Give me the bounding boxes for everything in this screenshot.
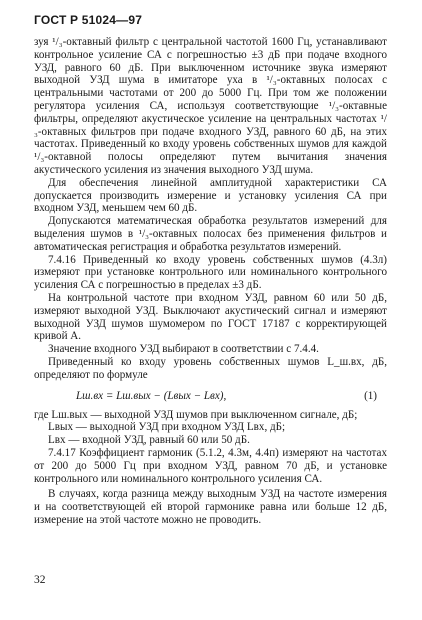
document-header: ГОСТ Р 51024—97 [34,13,143,27]
paragraph-7-4-17: 7.4.17 Коэффициент гармоник (5.1.2, 4.3м, 4.4п) измеряют на частотах от 200 до 5000 Гц при входном УЗД, равном 70 дБ, и установке контрольного или номинального контрольного усиления СА. [34,446,387,485]
paragraph-linear-response: Для обеспечения линейной амплитудной характеристики СА допускается производить измерение и установку усиления СА при входном УЗД, меньшем чем 60 дБ. [34,176,387,215]
legend-line: Lвх — входной УЗД, равный 60 или 50 дБ. [48,434,250,447]
formula-expression: Lш.вх = Lш.вых − (Lвых − Lвх), [76,389,227,402]
formula-legend [34,409,387,447]
paragraph-input-level: Значение входного УЗД выбирают в соответствии с 7.4.4. [48,343,319,356]
paragraph-filter-method: зуя ¹/₃-октавный фильтр с центральной частотой 1600 Гц, устанавливают контрольное усиление СА с погрешностью ±3 дБ при подаче входного УЗД, равного 60 дБ. При выключенном источнике звука измеряют выходной УЗД шума в имитаторе уха в ¹/₃-октавных полосах с центральными частотами от 200 до 5000 Гц. При том же положении регулятора усиления СА, используя соответствующие ¹/₃-октавные фильтры, определяют акустическое усиление на центральных частотах ¹/₃-октавных фильтров при подаче входного УЗД, равного 60 дБ, на этих частотах. Приведенный ко входу уровень собственных шумов для каждой ¹/₃-октавной полосы определяют путем вычитания значения акустического усиления из значения выходного УЗД шума. [34,36,387,176]
paragraph-control-frequency: На контрольной частоте при входном УЗД, равном 60 или 50 дБ, измеряют выходной УЗД. Выключают акустический сигнал и измеряют выходной УЗД шумов шумомером по ГОСТ 17187 с корректирующей кривой А. [34,291,387,343]
paragraph-harmonic-difference: В случаях, когда разница между выходным УЗД на частоте измерения и на соответствующей ей второй гармонике равна или больше 12 дБ, измерение на этой частоте можно не проводить. [34,488,387,526]
formula-number: (1) [364,389,377,402]
formula-1 [34,387,387,407]
paragraph-7-4-16: 7.4.16 Приведенный ко входу уровень собственных шумов (4.3л) измеряют при установке контрольного или номинального контрольного усиления СА с погрешностью в пределах ±3 дБ. [34,253,387,292]
paragraph-math-processing: Допускаются математическая обработка результатов измерений для выделения шумов в ¹/₃-октавных полосах без применения фильтров и автоматическая регистрация и обработка результатов измерений. [34,215,387,253]
paragraph-formula-intro: Приведенный ко входу уровень собственных шумов L_ш.вх, дБ, определяют по формуле [34,355,387,381]
legend-line: Lвых — выходной УЗД при входном УЗД Lвх, дБ; [48,421,286,434]
page-body [34,36,387,527]
legend-line: где Lш.вых — выходной УЗД шумов при выключенном сигнале, дБ; [34,408,358,421]
page-number: 32 [34,574,46,586]
